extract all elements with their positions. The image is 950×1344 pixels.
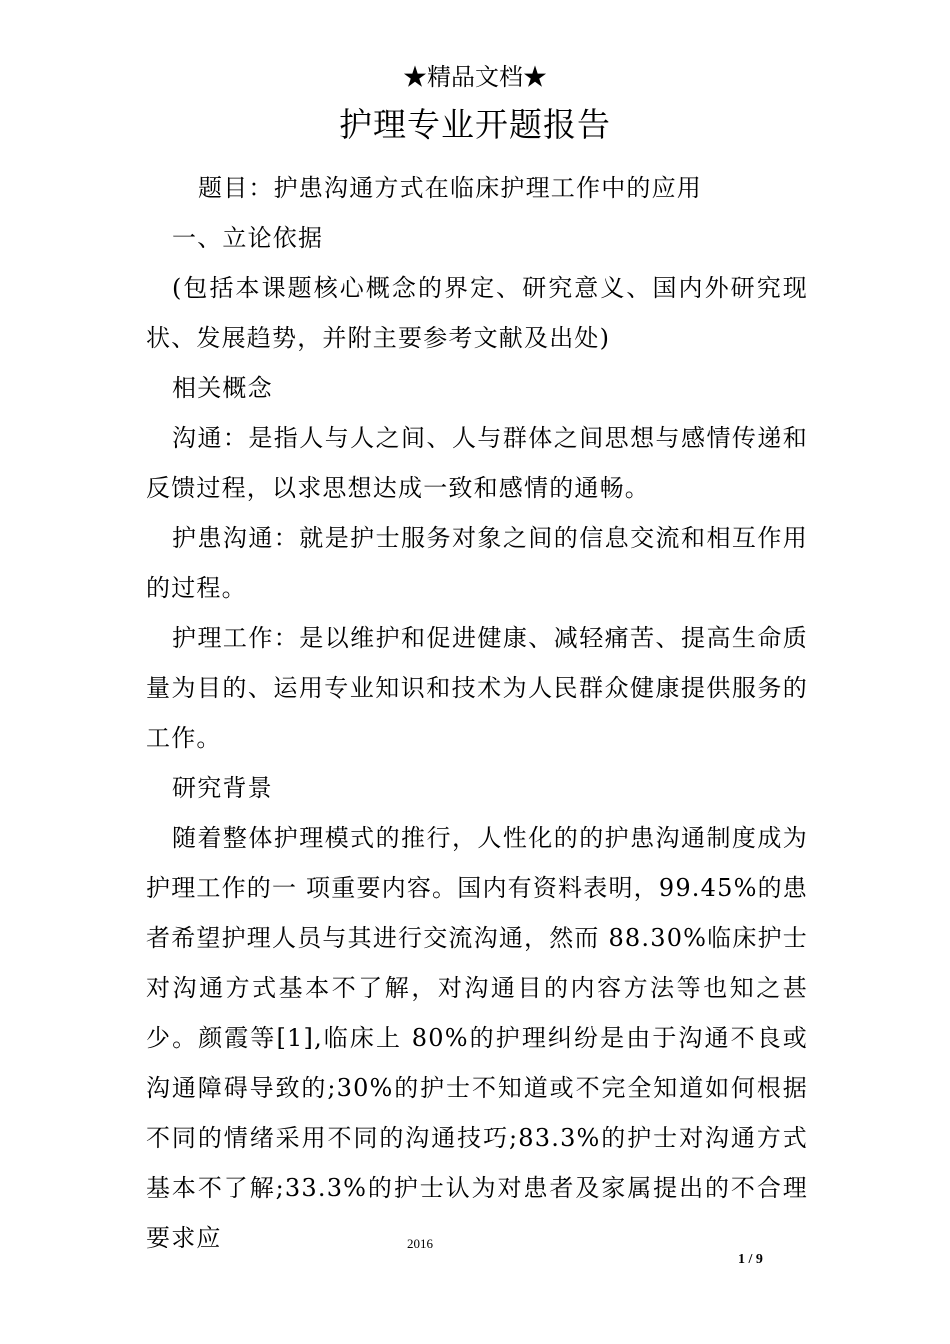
- definition-nursing-work: 护理工作：是以维护和促进健康、减轻痛苦、提高生命质量为目的、运用专业知识和技术为人民群众健康提供服务的工作。: [146, 624, 808, 752]
- background-paragraph: 随着整体护理模式的推行，人性化的的护患沟通制度成为护理工作的一 项重要内容。国内有资料表明，99.45%的患者希望护理人员与其进行交流沟通，然而 88.30%临床护士对沟通方式基本不了解，对沟通目的内容方法等也知之甚少。颜霞等[1],临床上 80%的护理纠纷是由于沟通不良或沟通障碍导致的;30%的护士不知道或不完全知道如何根据不同的情绪采用不同的沟通技巧;83.3%的护士对沟通方式基本不了解;33.3%的护士认为对患者及家属提出的不合理要求应: [146, 824, 808, 1252]
- subsection-heading-concepts: 相关概念: [172, 374, 273, 402]
- page-number: 1 / 9: [738, 1252, 763, 1267]
- document-title: 护理专业开题报告: [339, 105, 611, 144]
- topic-line: 题目：护患沟通方式在临床护理工作中的应用: [198, 174, 702, 202]
- definition-communication: 沟通：是指人与人之间、人与群体之间思想与感情传递和反馈过程，以求思想达成一致和感情的通畅。: [146, 424, 808, 502]
- header-mark: ★精品文档★: [403, 63, 547, 91]
- footer-year: 2016: [407, 1236, 433, 1251]
- subsection-heading-background: 研究背景: [172, 774, 273, 802]
- section-note: (包括本课题核心概念的界定、研究意义、国内外研究现状、发展趋势，并附主要参考文献及出处): [146, 274, 808, 352]
- definition-nurse-patient-communication: 护患沟通：就是护士服务对象之间的信息交流和相互作用的过程。: [146, 524, 808, 602]
- section-heading: 一、立论依据: [172, 224, 324, 252]
- document-body: [146, 163, 808, 1263]
